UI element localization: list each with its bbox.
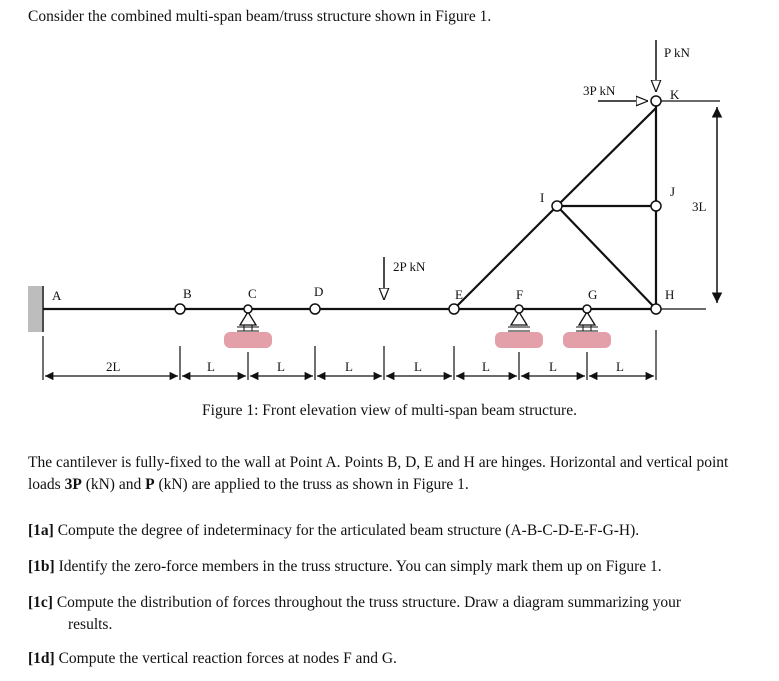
label-i: I <box>540 190 545 205</box>
figure-caption: Figure 1: Front elevation view of multi-span beam structure. <box>202 402 577 419</box>
question-label: [1d] <box>28 650 55 667</box>
question-label: [1c] <box>28 594 53 611</box>
label-d: D <box>314 284 324 299</box>
para-text-2: (kN) and <box>81 476 146 493</box>
para-text-3: (kN) are applied to the truss as shown in Figure 1. <box>154 476 469 493</box>
hinge-d <box>310 304 320 314</box>
para-bold-1: 3P <box>64 476 82 493</box>
question-1d <box>28 648 756 670</box>
question-1b <box>28 556 756 578</box>
node-g <box>583 305 591 313</box>
dim-l-5: L <box>482 359 490 374</box>
label-e: E <box>455 287 463 302</box>
question-text: Identify the zero-force members in the truss structure. You can simply mark them up on Figure 1. <box>58 558 662 575</box>
label-g: G <box>588 287 598 302</box>
label-h: H <box>665 287 675 302</box>
label-a: A <box>52 288 62 303</box>
node-i <box>552 201 562 211</box>
dim-l-2: L <box>277 359 285 374</box>
label-f: F <box>516 287 524 302</box>
hinge-h <box>651 304 661 314</box>
hinge-b <box>175 304 185 314</box>
node-j <box>651 201 661 211</box>
question-text: Compute the vertical reaction forces at nodes F and G. <box>58 650 397 667</box>
height-dim-label: 3L <box>692 199 707 214</box>
question-1a <box>28 520 756 542</box>
node-c <box>244 305 252 313</box>
dim-l-7: L <box>616 359 624 374</box>
hinge-e <box>449 304 459 314</box>
load-3p-label: 3P kN <box>583 83 616 98</box>
dim-l-3: L <box>345 359 353 374</box>
question-text-cont: results. <box>68 616 113 633</box>
label-c: C <box>248 286 257 301</box>
support-f <box>495 312 543 348</box>
node-f <box>515 305 523 313</box>
question-1c <box>28 592 756 636</box>
label-k: K <box>670 87 680 102</box>
load-2p-label: 2P kN <box>393 259 426 274</box>
question-text: Compute the distribution of forces throughout the truss structure. Draw a diagram summarizing your <box>56 594 681 611</box>
question-label: [1b] <box>28 558 55 575</box>
label-b: B <box>183 286 192 301</box>
para-bold-2: P <box>145 476 155 493</box>
load-p-label: P kN <box>664 45 690 60</box>
support-c <box>224 312 272 348</box>
para-text-1: The cantilever is fully-fixed to the wall at Point A. Points B, D, E and H are hinges. Horizontal and vertical point loads <box>28 454 729 493</box>
dim-l-4: L <box>414 359 422 374</box>
dim-l-1: L <box>207 359 215 374</box>
description-paragraph <box>28 452 756 496</box>
fixed-wall <box>28 286 42 332</box>
dim-2l: 2L <box>106 359 121 374</box>
question-text: Compute the degree of indeterminacy for the articulated beam structure (A-B-C-D-E-F-G-H). <box>57 522 640 539</box>
dim-l-6: L <box>549 359 557 374</box>
node-k <box>651 96 661 106</box>
support-g <box>563 312 611 348</box>
intro-text: Consider the combined multi-span beam/truss structure shown in Figure 1. <box>28 8 492 25</box>
label-j: J <box>670 184 676 199</box>
question-label: [1a] <box>28 522 54 539</box>
